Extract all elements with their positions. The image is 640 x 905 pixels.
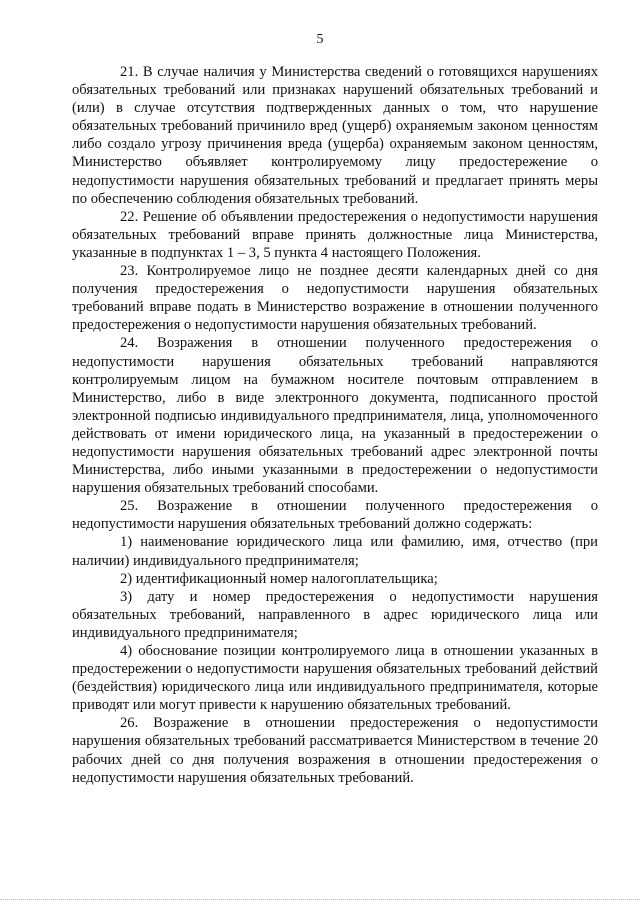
scan-edge-divider — [0, 899, 640, 900]
list-item-1: 1) наименование юридического лица или фамилию, имя, отчество (при наличии) индивидуального предпринимателя; — [72, 534, 598, 569]
paragraph-25: 25. Возражение в отношении полученного предостережения о недопустимости нарушения обязательных требований должно содержать: — [72, 498, 598, 533]
list-item-2: 2) идентификационный номер налогоплательщика; — [120, 570, 438, 587]
paragraph-26: 26. Возражение в отношении предостережения о недопустимости нарушения обязательных требований рассматривается Министерством в течение 20 рабочих дней со дня получения возражения в отношении предостережения о недопустимости нарушения обязательных требований. — [72, 715, 598, 786]
paragraph-21: 21. В случае наличия у Министерства сведений о готовящихся нарушениях обязательных требований или признаках нарушений обязательных требований и (или) в случае отсутствия подтвержденных данных о том, что нарушение обязательных требований причинило вред (ущерб) охраняемым законом ценностям либо создало угрозу причинения вреда (ущерба) охраняемым законом ценностям, Министерство объявляет контролируемому лицу предостережение о недопустимости нарушения обязательных требований и предлагает принять меры по обеспечению соблюдения обязательных требований. — [72, 64, 598, 207]
paragraph-22: 22. Решение об объявлении предостережения о недопустимости нарушения обязательных требований вправе принять должностные лица Министерства, указанные в подпунктах 1 – 3, 5 пункта 4 настоящего Положения. — [72, 208, 598, 261]
document-body — [72, 63, 598, 787]
paragraph-23: 23. Контролируемое лицо не позднее десяти календарных дней со дня получения предостережения о недопустимости нарушения обязательных требований вправе подать в Министерство возражение в отношении полученного предостережения о недопустимости нарушения обязательных требований. — [72, 263, 598, 334]
paragraph-24: 24. Возражения в отношении полученного предостережения о недопустимости нарушения обязательных требований направляются контролируемым лицом на бумажном носителе почтовым отправлением в Министерство, либо в виде электронного документа, подписанного простой электронной подписью индивидуального предпринимателя, лица, уполномоченного действовать от имени юридического лица, на указанный в предостережении о недопустимости нарушения обязательных требований адрес электронной почты Министерства, либо иными указанными в предостережении о недопустимости нарушения обязательных требований способами. — [72, 335, 598, 497]
list-item-4: 4) обоснование позиции контролируемого лица в отношении указанных в предостережении о недопустимости нарушения обязательных требований действий (бездействия) юридического лица или индивидуального предпринимателя, которые приводят или могут привести к нарушению обязательных требований. — [72, 643, 598, 714]
page-number: 5 — [316, 32, 324, 47]
list-item-3: 3) дату и номер предостережения о недопустимости нарушения обязательных требований, направленного в адрес юридического лица или индивидуального предпринимателя; — [72, 588, 598, 641]
